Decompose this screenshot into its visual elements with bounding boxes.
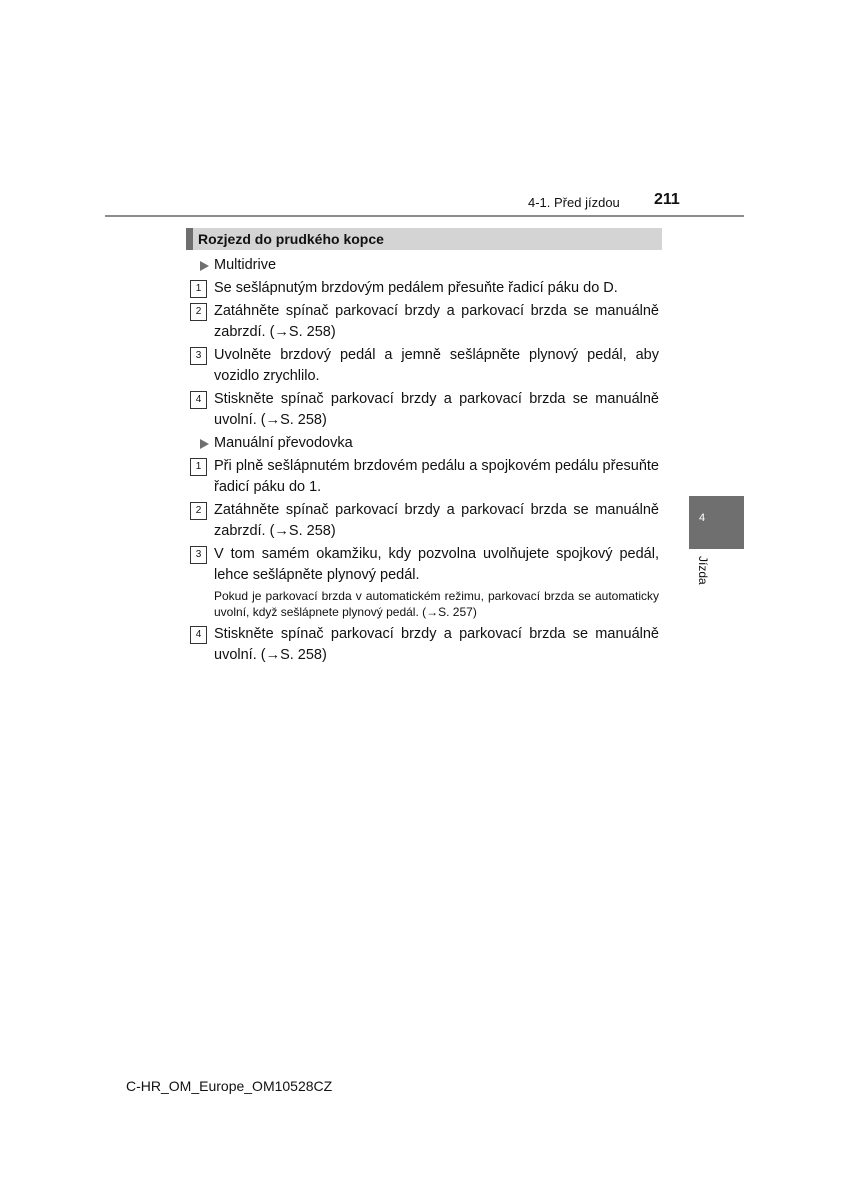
step-note: Pokud je parkovací brzda v automatickém režimu, parkovací brzda se automaticky uvolní, když sešlápnete plynový pedál. (→S. 257) [214,589,659,619]
step-item [190,544,659,586]
header-section-title: 4-1. Před jízdou [528,195,620,210]
triangle-bullet-icon [200,261,209,271]
step-text: Zatáhněte spínač parkovací brzdy a parkovací brzda se manuálně zabrzdí. (→S. 258) [214,502,659,539]
step-text: Se sešlápnutým brzdovým pedálem přesuňte řadicí páku do D. [214,280,618,296]
step-number: 4 [190,626,207,644]
chapter-number: 4 [699,512,706,524]
triangle-bullet-icon [200,439,209,449]
step-number: 3 [190,546,207,564]
instructions-content [190,254,659,668]
subheading-multidrive [190,255,659,276]
step-item [190,500,659,542]
section-title: Rozjezd do prudkého kopce [186,228,662,250]
step-item [190,301,659,343]
step-item [190,624,659,666]
header-rule [105,215,744,217]
step-number: 2 [190,303,207,321]
step-text: Při plně sešlápnutém brzdovém pedálu a spojkovém pedálu přesuňte řadicí páku do 1. [214,458,659,495]
chapter-tab [689,496,744,549]
footer-document-code: C-HR_OM_Europe_OM10528CZ [126,1078,333,1094]
step-number: 3 [190,347,207,365]
step-item [190,345,659,387]
page-number: 211 [654,191,680,208]
subheading-label: Manuální převodovka [214,435,353,451]
step-number: 1 [190,458,207,476]
subheading-label: Multidrive [214,257,277,273]
subheading-manual [190,433,659,454]
step-text: Zatáhněte spínač parkovací brzdy a parkovací brzda se manuálně zabrzdí. (→S. 258) [214,303,659,340]
step-number: 4 [190,391,207,409]
step-text: Uvolněte brzdový pedál a jemně sešlápněte plynový pedál, aby vozidlo zrychlilo. [214,347,659,384]
step-item [190,389,659,431]
step-text: V tom samém okamžiku, kdy pozvolna uvolňujete spojkový pedál, lehce sešlápněte plynový pedál. [214,546,659,583]
step-item [190,278,659,299]
step-text: Stiskněte spínač parkovací brzdy a parkovací brzda se manuálně uvolní. (→S. 258) [214,391,659,428]
chapter-label: Jízda [696,556,710,585]
step-number: 2 [190,502,207,520]
step-number: 1 [190,280,207,298]
step-text: Stiskněte spínač parkovací brzdy a parkovací brzda se manuálně uvolní. (→S. 258) [214,626,659,663]
step-item [190,456,659,498]
